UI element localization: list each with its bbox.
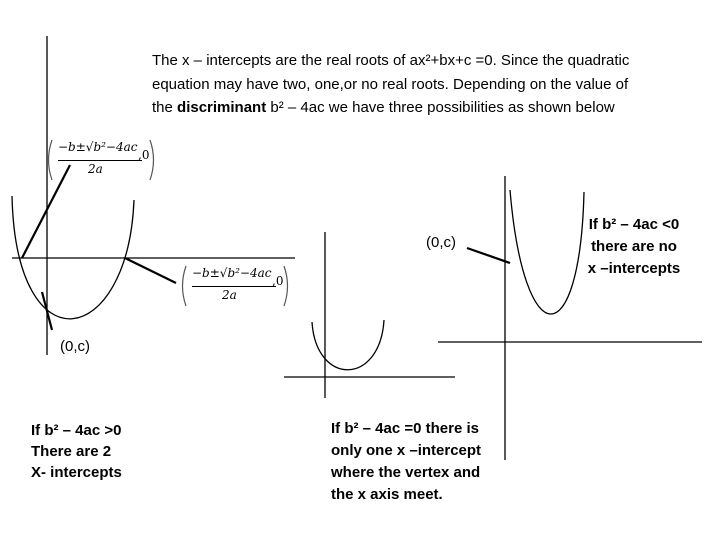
intro-line-3-pre: the: [152, 99, 178, 116]
quadratic-formula-root-2: [184, 264, 288, 310]
formula-2-tail: ,0: [272, 274, 284, 288]
pointer-root-right: [125, 258, 176, 283]
intro-line-3-bold: discriminant: [177, 99, 267, 116]
caption-case-3-line-3: x –intercepts: [587, 260, 681, 277]
caption-case-3-line-2: there are no: [591, 238, 677, 255]
y-intercept-label-case-3: (0,c): [426, 234, 456, 251]
caption-case-2-line-2: only one x –intercept: [331, 442, 482, 459]
caption-case-3-line-1: If b² – 4ac <0: [588, 216, 680, 233]
caption-case-1-line-2: There are 2: [31, 443, 112, 460]
caption-case-2-line-1: If b² – 4ac =0 there is: [331, 420, 479, 437]
formula-1-denominator: 2a: [88, 162, 103, 176]
intro-line-2: equation may have two, one,or no real roots. Depending on the value of: [152, 76, 629, 93]
formula-2-denominator: 2a: [222, 288, 237, 302]
intro-line-1: The x – intercepts are the real roots of ax²+bx+c =0. Since the quadratic: [152, 52, 630, 69]
pointer-yint-case-3: [467, 248, 510, 263]
caption-case-2: [331, 418, 481, 506]
formula-1-fraction-bar: [58, 160, 142, 161]
formula-1-tail: ,0: [138, 148, 150, 162]
y-intercept-label-case-1: (0,c): [60, 338, 90, 355]
formula-2-numerator: −b±√b²−4ac: [192, 266, 272, 280]
caption-case-2-line-4: the x axis meet.: [331, 486, 443, 503]
caption-case-1-line-1: If b² – 4ac >0: [31, 422, 122, 439]
quadratic-formula-root-1: [50, 138, 154, 184]
formula-2-fraction-bar: [192, 286, 276, 287]
caption-case-2-line-3: where the vertex and: [331, 464, 481, 481]
caption-case-3: [572, 214, 696, 280]
caption-case-1: [31, 420, 122, 483]
formula-1-numerator: −b±√b²−4ac: [58, 140, 138, 154]
parabola-case-2: [312, 320, 384, 370]
caption-case-1-line-3: X- intercepts: [31, 464, 122, 481]
intro-line-3-post: b² – 4ac we have three possibilities as shown below: [266, 99, 615, 116]
